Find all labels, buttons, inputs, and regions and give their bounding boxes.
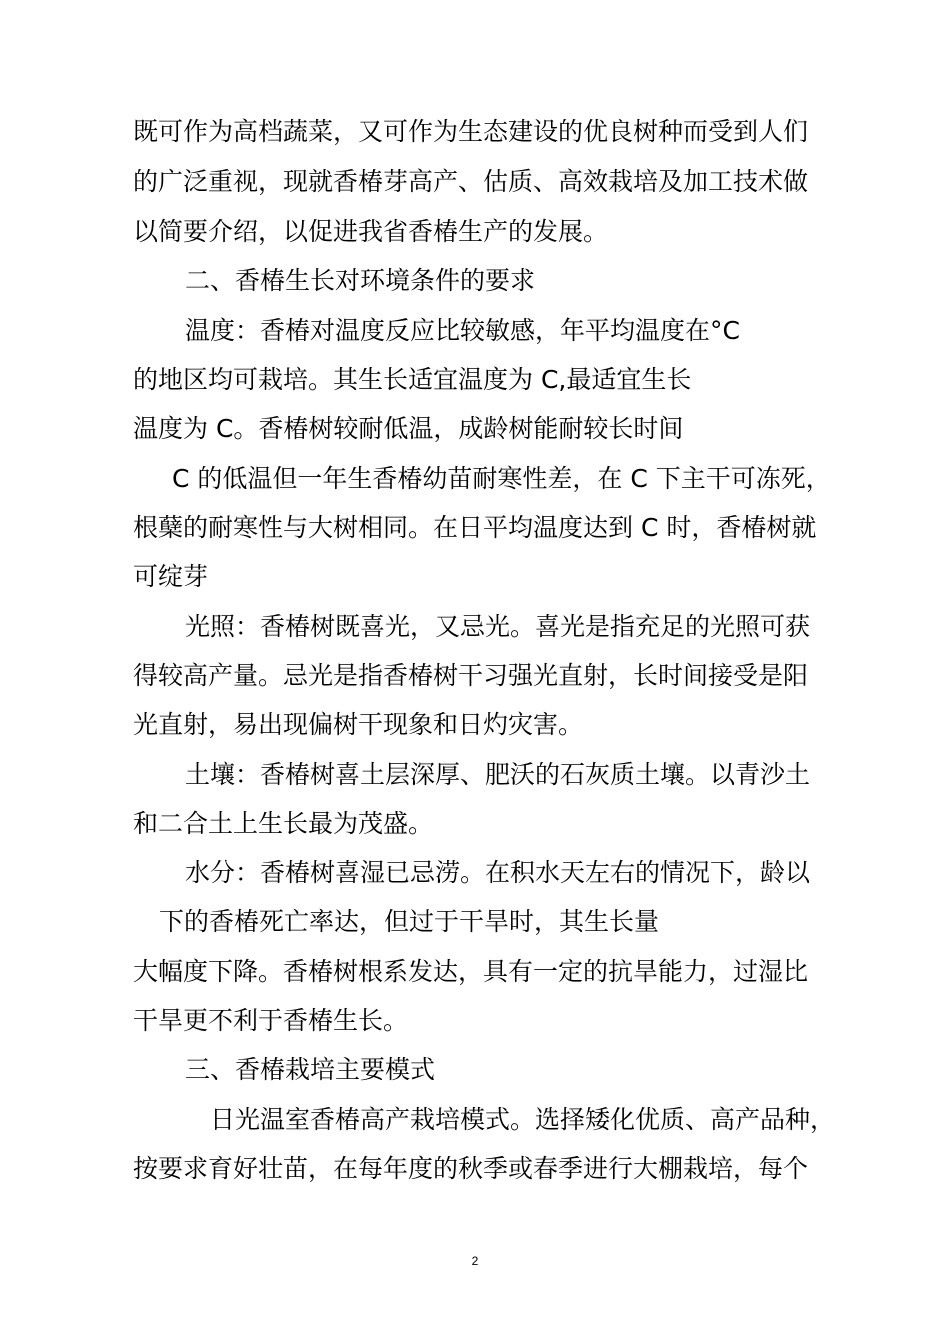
text-line: 的广泛重视，现就香椿芽高产、估质、高效栽培及加工技术做 — [133, 167, 809, 196]
text-line: 大幅度下降。香椿树根系发达，具有一定的抗旱能力，过湿比 — [133, 957, 809, 986]
text-line: 根蘖的耐寒性与大树相同。在日平均温度达到 C 时，香椿树就 — [133, 513, 817, 542]
text-line: 和二合土上生长最为茂盛。 — [133, 809, 434, 838]
text-line: 以简要介绍，以促进我省香椿生产的发展。 — [133, 217, 609, 246]
section-heading: 三、香椿栽培主要模式 — [185, 1055, 436, 1084]
text-line: 土壤：香椿树喜土层深厚、肥沃的石灰质土壤。以青沙土 — [185, 760, 811, 789]
text-line: 光照：香椿树既喜光，又忌光。喜光是指充足的光照可获 — [185, 612, 811, 641]
text-line: 水分：香椿树喜湿已忌涝。在积水天左右的情况下，龄以 — [185, 858, 811, 887]
section-heading: 二、香椿生长对环境条件的要求 — [185, 266, 536, 295]
text-line: 按要求育好壮苗，在每年度的秋季或春季进行大棚栽培，每个 — [133, 1154, 809, 1183]
text-line: 可绽芽 — [133, 562, 209, 591]
text-line: 光直射，易出现偏树干现象和日灼灾害。 — [133, 710, 584, 739]
text-line: 温度为 C。香椿树较耐低温，成龄树能耐较长时间 — [133, 414, 684, 443]
text-line: 干旱更不利于香椿生长。 — [133, 1006, 409, 1035]
text-line: 温度：香椿对温度反应比较敏感，年平均温度在°C — [185, 316, 740, 345]
text-line: 下的香椿死亡率达，但过于干旱时，其生长量 — [159, 907, 660, 936]
text-line: 日光温室香椿高产栽培模式。选择矮化优质、高产品种， — [210, 1105, 836, 1134]
text-line: 得较高产量。忌光是指香椿树干习强光直射，长时间接受是阳 — [133, 661, 809, 690]
text-line: C 的低温但一年生香椿幼苗耐寒性差，在 C 下主干可冻死， — [172, 464, 831, 493]
text-line: 的地区均可栽培。其生长适宜温度为 C,最适宜生长 — [133, 365, 692, 394]
text-line: 既可作为高档蔬菜，又可作为生态建设的优良树种而受到人们 — [133, 117, 809, 146]
page-number: 2 — [471, 1254, 479, 1268]
